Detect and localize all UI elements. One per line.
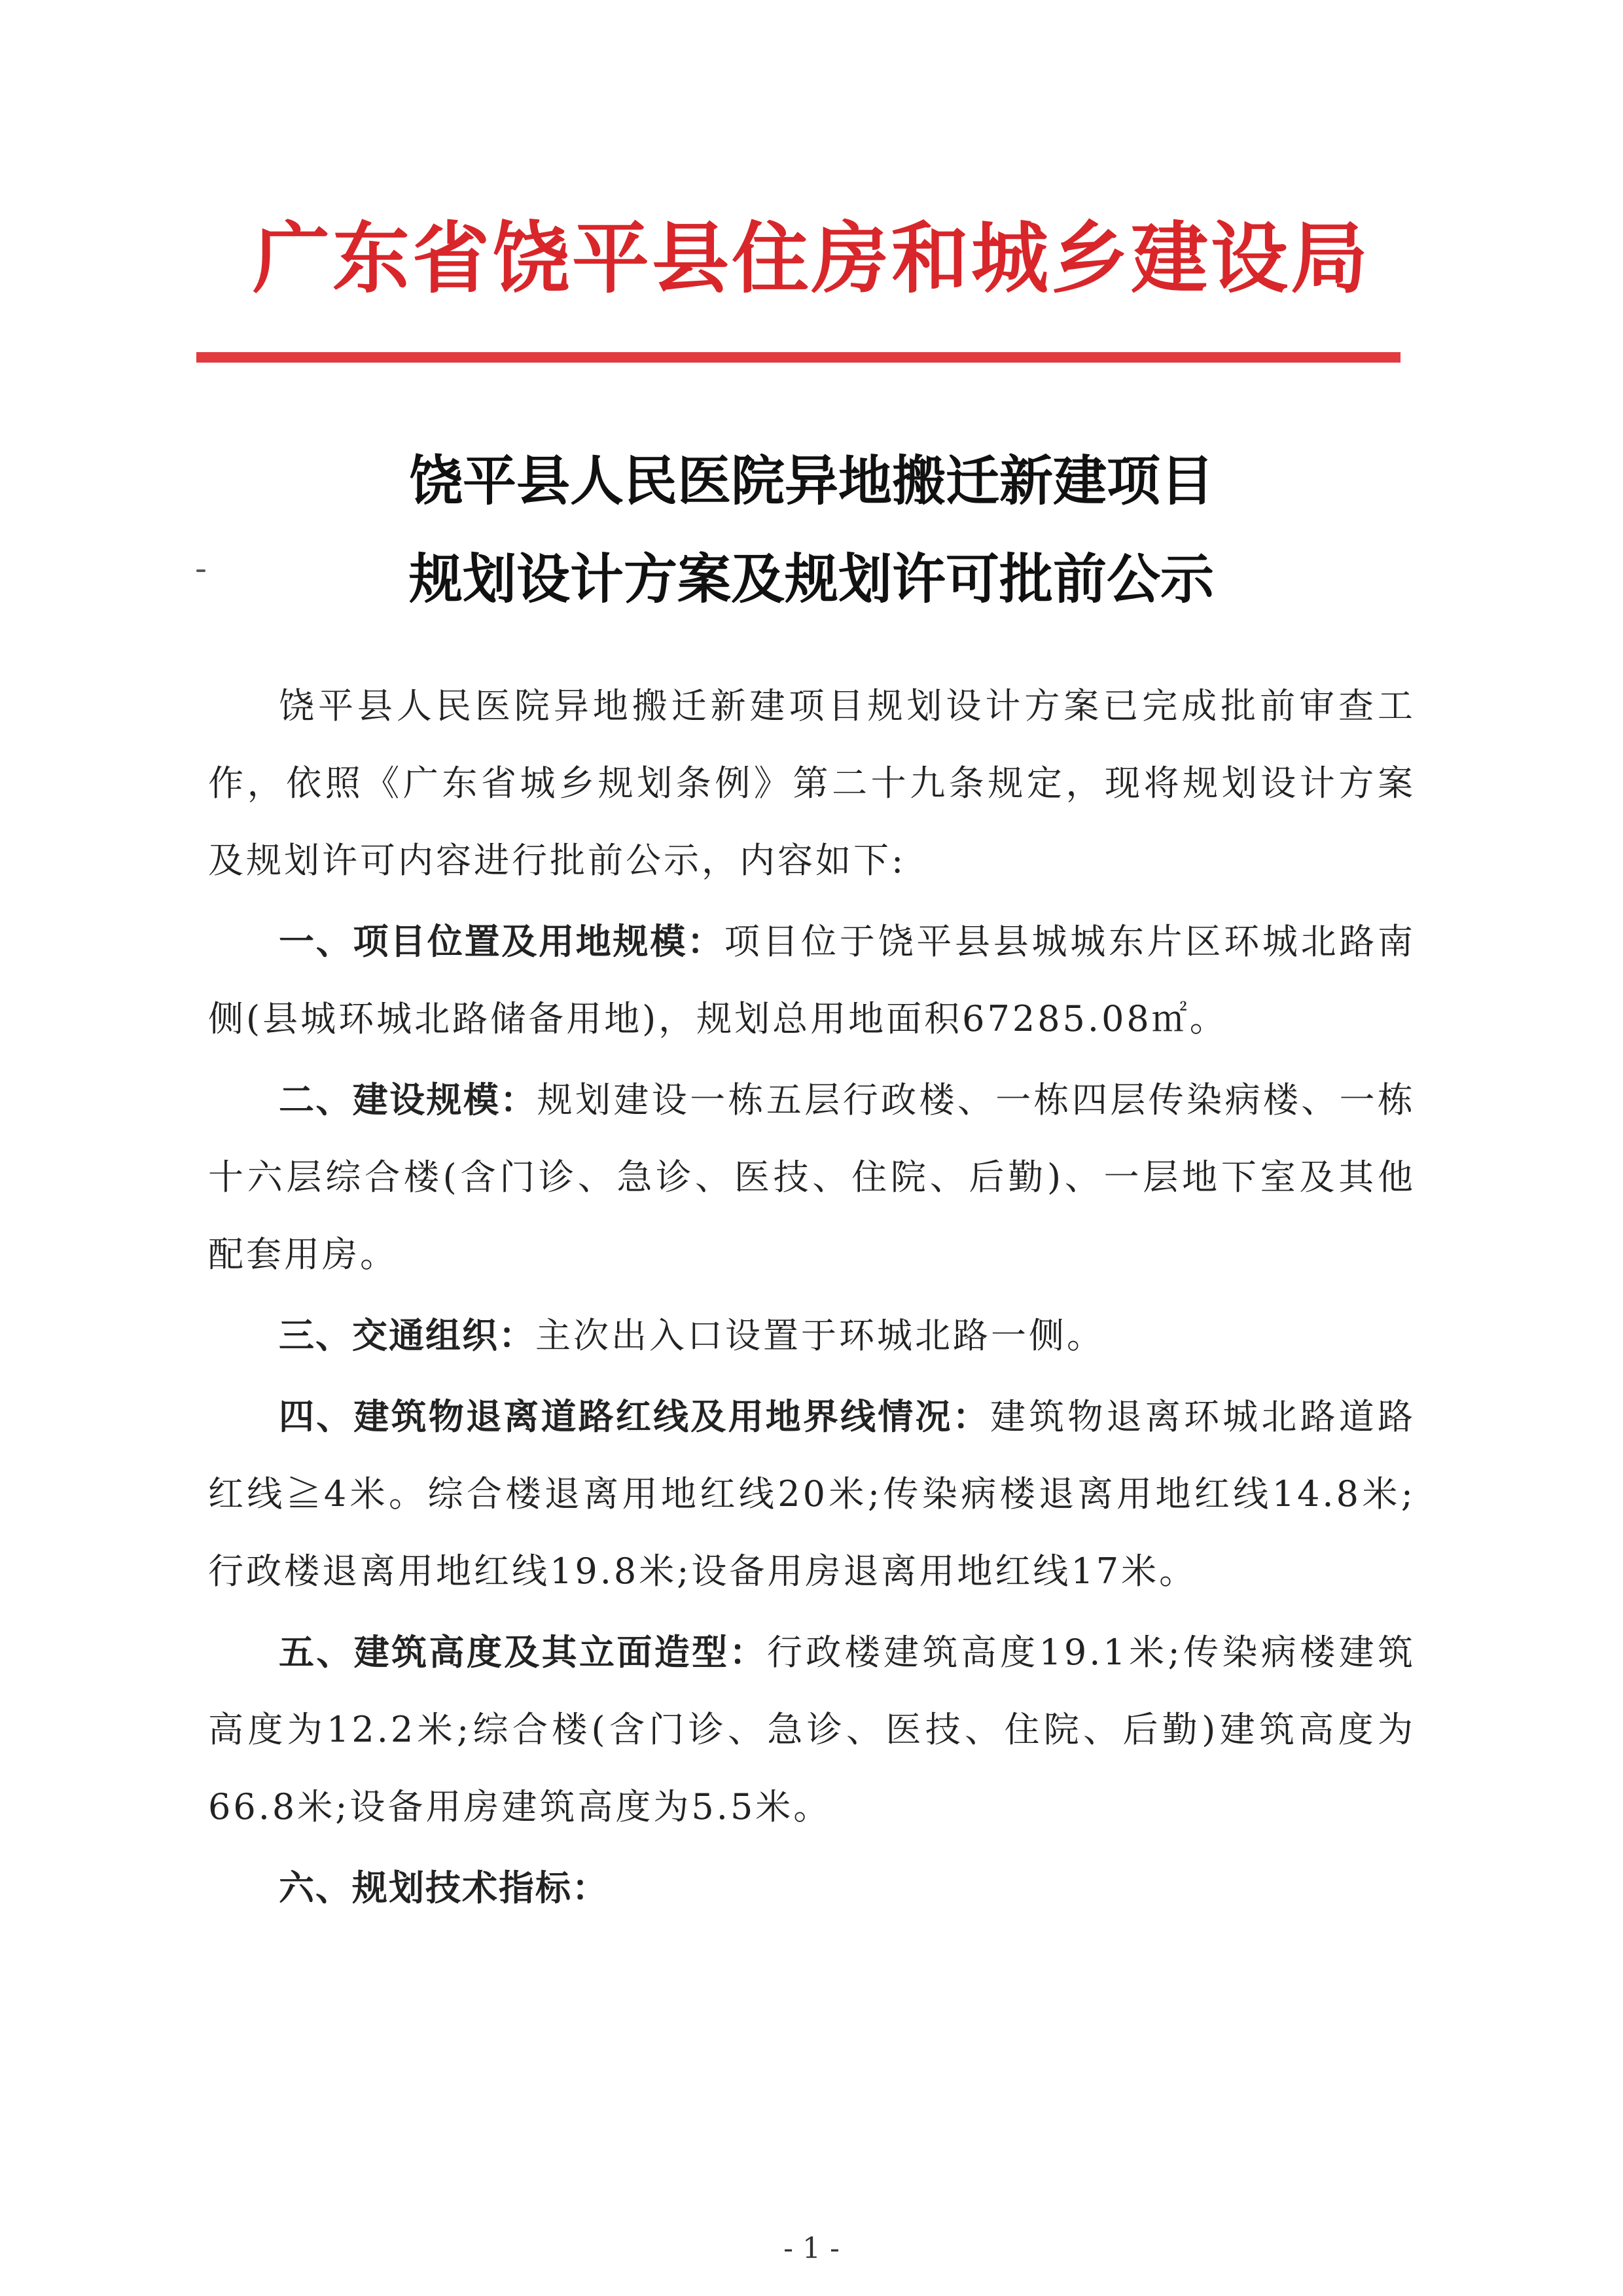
section-label: 二、建设规模： [279, 1079, 537, 1121]
section-label: 三、交通组织： [279, 1315, 535, 1356]
section-paragraph [208, 1614, 1416, 1846]
red-header-rule [196, 352, 1400, 363]
document-title [196, 432, 1427, 628]
title-line-2: 规划设计方案及规划许可批前公示 [408, 548, 1214, 611]
section-label: 四、建筑物退离道路红线及用地界线情况： [279, 1396, 990, 1437]
section-text: 规划建设一栋五层行政楼、一栋四层传染病楼、一栋十六层综合楼(含门诊、急诊、医技、住院、后勤)、一层地下室及其他配套用房。 [208, 1079, 1416, 1275]
section-paragraph [208, 1850, 1416, 1927]
document-body [208, 668, 1416, 1931]
section-text: 建筑物退离环城北路道路红线≧4米。综合楼退离用地红线20米;传染病楼退离用地红线14.8米;行政楼退离用地红线19.8米;设备用房退离用地红线17米。 [208, 1396, 1416, 1592]
page-number: - 1 - [783, 2232, 840, 2265]
section-paragraph [208, 1378, 1416, 1610]
section-text: 行政楼建筑高度19.1米;传染病楼建筑高度为12.2米;综合楼(含门诊、急诊、医技、住院、后勤)建筑高度为66.8米;设备用房建筑高度为5.5米。 [208, 1632, 1416, 1827]
section-paragraph [208, 903, 1416, 1058]
section-text: 主次出入口设置于环城北路一侧。 [535, 1315, 1105, 1356]
section-label: 六、规划技术指标： [279, 1867, 609, 1909]
section-paragraph [208, 1062, 1416, 1293]
section-label: 一、项目位置及用地规模： [279, 921, 724, 962]
title-line-1: 饶平县人民医院异地搬迁新建项目 [408, 450, 1214, 512]
scan-speck [196, 569, 205, 572]
issuing-authority-header: 广东省饶平县住房和城乡建设局 [252, 213, 1370, 304]
section-paragraph [208, 1297, 1416, 1374]
section-text: 项目位于饶平县县城城东片区环城北路南侧(县城环城北路储备用地)，规划总用地面积67285.08㎡。 [208, 921, 1416, 1039]
intro-paragraph: 饶平县人民医院异地搬迁新建项目规划设计方案已完成批前审查工作，依照《广东省城乡规划条例》第二十九条规定，现将规划设计方案及规划许可内容进行批前公示，内容如下: [208, 685, 1416, 881]
section-label: 五、建筑高度及其立面造型： [279, 1632, 767, 1673]
